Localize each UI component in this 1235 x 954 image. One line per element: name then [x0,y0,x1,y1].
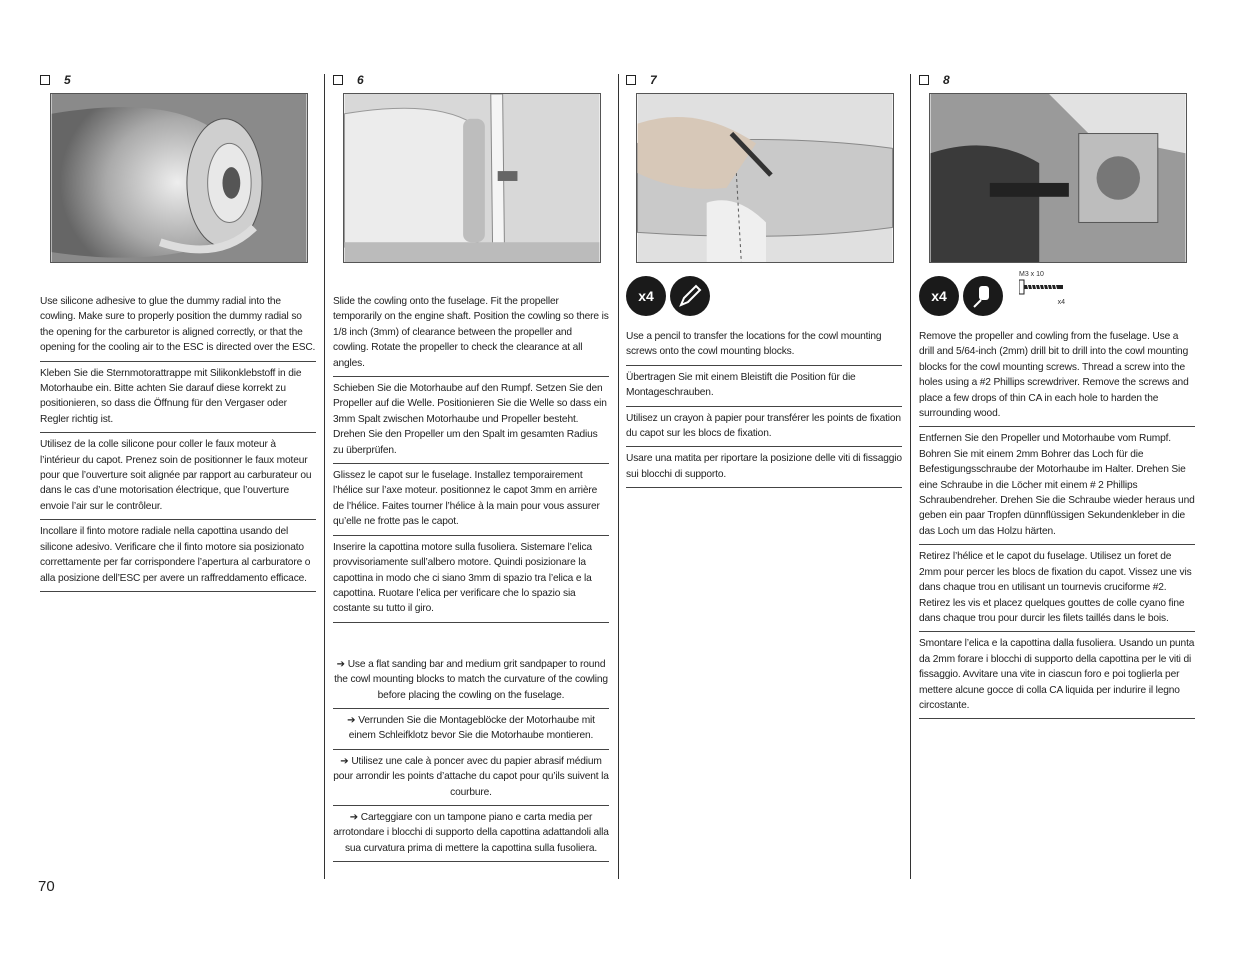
step-7 [626,70,902,488]
paragraph-en: Use a pencil to transfer the locations for the cowl mounting screws onto the cowl mounting blocks. [626,329,902,366]
tools-row [919,270,1195,316]
step-number: 6 [357,73,364,87]
paragraph-it: Smontare l’elica e la capottina dalla fusoliera. Usando un punta da 2mm forare i blocchi di supporto della capottina per le viti di fissaggio. Avvitare una vite in ciascun foro e poi toglierla per mettere alcune gocce di colla CA liquida per indurire il legno circostante. [919,632,1195,719]
step-header [40,70,316,90]
screw-icon [1019,279,1065,295]
paragraph-fr: Glissez le capot sur le fuselage. Installez temporairement l’hélice sur l’axe moteur. positionnez le capot 3mm en arrière de l’hélice. Faites tourner l’hélice à la main pour vous assurer qu’elle ne frotte pas le capot. [333,464,609,536]
paragraph-de: Übertragen Sie mit einem Bleistift die Position für die Montageschrauben. [626,366,902,407]
step-checkbox[interactable] [626,75,636,85]
step-8 [919,70,1195,719]
paragraph-de: Schieben Sie die Motorhaube auf den Rumpf. Setzen Sie den Propeller auf die Welle. Positionieren Sie die Welle so dass ein 3mm Spalt zwischen Motorhaube und Propeller besteht. Drehen Sie den Propeller um den Spalt im gesamten Radius zu überprüfen. [333,377,609,464]
step-header [919,70,1195,90]
step-number: 7 [650,73,657,87]
tip-fr: ➔ Utilisez une cale à poncer avec du papier abrasif médium pour arrondir les points d’attache du capot pour qu’ils suivent la courbure. [333,750,609,806]
step-6-photo [343,93,601,263]
tip-it: ➔ Carteggiare con un tampone piano e carta media per arrotondare i blocchi di supporto della capottina adattandoli alla sua curvatura prima di mettere la capottina sulla fusoliera. [333,806,609,862]
step-8-photo [929,93,1187,263]
paragraph-en: Remove the propeller and cowling from the fuselage. Use a drill and 5/64-inch (2mm) drill bit to drill into the cowl mounting blocks for the cowl mounting screws. Thread a screw into the holes using a #2 Phillips screwdriver. Remove the screws and place a few drops of thin CA in each hole to harden the surrounding wood. [919,329,1195,427]
step-checkbox[interactable] [40,75,50,85]
page-number: 70 [38,878,55,895]
column-divider [618,74,619,879]
paragraph-it: Usare una matita per riportare la posizione delle viti di fissaggio sui blocchi di supporto. [626,447,902,488]
paragraph-de: Entfernen Sie den Propeller und Motorhaube vom Rumpf. Bohren Sie mit einem 2mm Bohrer das Loch für die Befestigungsschraube der Motorhaube im Halter. Drehen Sie eine Schraube in die Löcher mit einem # 2 Phillips Schraubendreher. Drehen Sie die Schraube wieder heraus und geben ein paar Tropfen dünnflüssigen Sekundenkleber in die das Loch um das Holzu härten. [919,427,1195,545]
paragraph-de: Kleben Sie die Sternmotorattrappe mit Silikonklebstoff in die Motorhaube ein. Bitte achten Sie darauf diese korrekt zu positionieren, so dass die Öffnung für den Vergaser oder Regler richtig ist. [40,362,316,434]
step-checkbox[interactable] [333,75,343,85]
paragraph-fr: Utilisez un crayon à papier pour transférer les points de fixation du capot sur les blocs de fixation. [626,407,902,448]
pencil-icon [670,276,710,316]
step-header [626,70,902,90]
column-divider [324,74,325,879]
x4-badge-icon: x4 [919,276,959,316]
step-number: 5 [64,73,71,87]
tip-de: ➔ Verrunden Sie die Montageblöcke der Motorhaube mit einem Schleifklotz bevor Sie die Motorhaube montieren. [333,709,609,750]
paragraph-fr: Retirez l’hélice et le capot du fuselage. Utilisez un foret de 2mm pour percer les blocs de fixation du capot. Vissez une vis dans chaque trou en utilisant un tournevis cruciforme #2. Retirez les vis et placez quelques gouttes de colle cyano fine dans chaque trou pour durcir les filets taillés dans le bois. [919,545,1195,632]
screw-label: M3 x 10 [1019,270,1044,278]
paragraph-en: Slide the cowling onto the fuselage. Fit the propeller temporarily on the engine shaft. Position the cowling so there is 1/8 inch (3mm) of clearance between the propeller and cowling. Rotate the propeller to check the clearance at all angles. [333,294,609,377]
drill-icon [963,276,1003,316]
step-number: 8 [943,73,950,87]
paragraph-fr: Utilisez de la colle silicone pour coller le faux moteur à l’intérieur du capot. Prenez soin de positionner le faux moteur pour que l’ouverture soit alignée par rapport au carburateur ou dans le cas d’une motorisation électrique, que l’ouverture envoie l’air sur le contrôleur. [40,433,316,520]
step-checkbox[interactable] [919,75,929,85]
tools-row [626,276,902,316]
x4-badge-icon: x4 [626,276,666,316]
screw-spec [1019,270,1065,307]
paragraph-it: Incollare il finto motore radiale nella capottina usando del silicone adesivo. Verificare che il finto motore sia posizionato correttamente per far corrispondere l’apertura al carburatore o alla posizione dell’ESC per avere un raffreddamento efficace. [40,520,316,592]
column-divider [910,74,911,879]
paragraph-en: Use silicone adhesive to glue the dummy radial into the cowling. Make sure to properly position the dummy radial so the opening for the carburetor is aligned correctly, or that the opening for the cooling air to the ESC is directed over the ESC. [40,294,316,362]
step-7-photo [636,93,894,263]
step-5-photo [50,93,308,263]
tip-en: ➔ Use a flat sanding bar and medium grit sandpaper to round the cowl mounting blocks to match the curvature of the cowling before placing the cowling on the fuselage. [333,657,609,709]
step-5 [40,70,316,592]
step-header [333,70,609,90]
screw-qty: x4 [1057,298,1065,306]
paragraph-it: Inserire la capottina motore sulla fusoliera. Sistemare l’elica provvisoriamente sull’albero motore. Quindi posizionare la capottina in modo che ci siano 3mm di spazio tra l’elica e la capottina. Ruotare l’elica per verificare che lo spazio sia costante su tutto il giro. [333,536,609,623]
step-6 [333,70,609,862]
